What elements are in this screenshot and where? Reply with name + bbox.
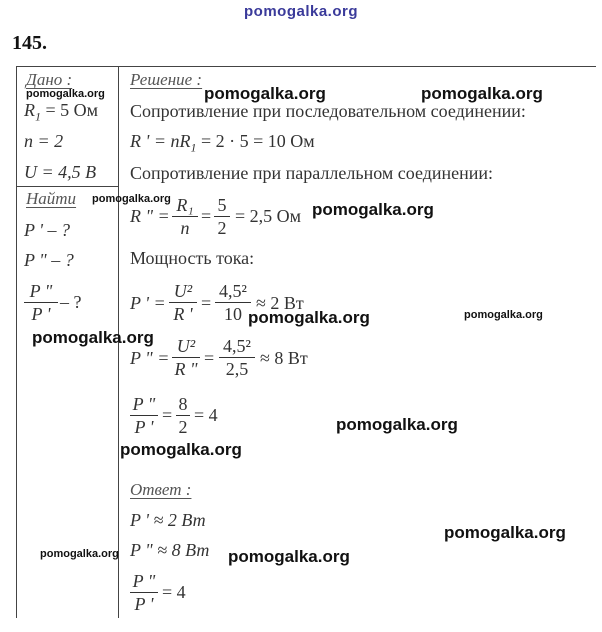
watermark[interactable]: pomogalka.org	[32, 328, 154, 347]
p2-fraction-1: $\frac{\text{U²}}{R "}$	[172, 335, 200, 380]
given-r1: $R_1 = 5$ Ом	[24, 100, 99, 124]
watermark[interactable]: pomogalka.org	[204, 84, 326, 103]
watermark[interactable]: pomogalka.org	[120, 440, 242, 459]
answer-p2: P " ≈ 8 Вт	[130, 540, 210, 560]
parallel-text: Сопротивление при параллельном соединении:	[130, 163, 494, 183]
series-formula: R ' = $nR_1 = 2 \cdot 5 = 10$ Ом	[130, 131, 315, 155]
problem-number: 145.	[12, 32, 47, 54]
parallel-equals: =	[201, 206, 212, 226]
solution-label: Решение :	[130, 70, 203, 89]
watermark[interactable]: pomogalka.org	[421, 84, 543, 103]
parallel-fraction-2: $\frac{5}{2}$	[214, 194, 230, 239]
p1-fraction-1: $\frac{\text{U²}}{R '}$	[169, 280, 197, 325]
table-left-border	[16, 66, 17, 618]
find-label: Найти	[26, 189, 77, 208]
answer-label: Ответ :	[130, 480, 192, 499]
answer-ratio-result: = 4	[162, 582, 186, 602]
watermark[interactable]: pomogalka.org	[228, 547, 350, 566]
watermark[interactable]: pomogalka.org	[248, 308, 370, 327]
watermark[interactable]: pomogalka.org	[444, 523, 566, 542]
watermark[interactable]: pomogalka.org	[312, 200, 434, 219]
given-n: n = 2	[24, 131, 64, 151]
find-p2: P " – ?	[24, 250, 74, 270]
watermark[interactable]: pomogalka.org	[40, 548, 119, 560]
series-text: Сопротивление при последовательном соединении:	[130, 101, 526, 121]
power-text: Мощность тока:	[130, 248, 255, 268]
answer-p1: P ' ≈ 2 Вт	[130, 510, 206, 530]
p1-equals: =	[201, 293, 212, 313]
p2-formula-lhs: P " =	[130, 348, 170, 368]
ratio-fraction-2: $\frac{8}{2}$	[176, 393, 190, 438]
p2-equals: =	[204, 348, 215, 368]
table-row-divider	[16, 186, 119, 187]
ratio-fraction-1: $\frac{P "}{P '}$	[130, 393, 158, 438]
p1-fraction-2: $\frac{\text{4,5²}}{10}$	[215, 280, 251, 325]
given-label: Дано :	[26, 70, 73, 89]
answer-ratio-fraction: $\frac{P "}{P '}$	[130, 570, 158, 615]
find-ratio-question: – ?	[60, 292, 82, 312]
p2-result: ≈ 8 Вт	[260, 348, 308, 368]
table-top-border	[16, 66, 596, 67]
p1-result: ≈ 2 Вт	[256, 293, 304, 313]
ratio-result: = 4	[194, 405, 218, 425]
p1-formula-lhs: P ' =	[130, 293, 166, 313]
watermark[interactable]: pomogalka.org	[92, 193, 171, 205]
ratio-equals: =	[162, 405, 173, 425]
parallel-formula-lhs: R " =	[130, 206, 170, 226]
p2-fraction-2: $\frac{\text{4,5²}}{2,5}$	[219, 335, 255, 380]
given-u: U = 4,5 В	[24, 162, 97, 182]
watermark[interactable]: pomogalka.org	[336, 415, 458, 434]
watermark[interactable]: pomogalka.org	[464, 309, 543, 321]
find-ratio-fraction: $\frac{P "}{P '}$	[24, 280, 58, 325]
parallel-result: = 2,5 Ом	[235, 206, 302, 226]
site-header[interactable]: pomogalka.org	[244, 3, 359, 20]
watermark[interactable]: pomogalka.org	[26, 88, 105, 100]
parallel-fraction-1: $\frac{\text{R₁}}{n}$	[172, 194, 198, 239]
find-p1: P ' – ?	[24, 220, 71, 240]
